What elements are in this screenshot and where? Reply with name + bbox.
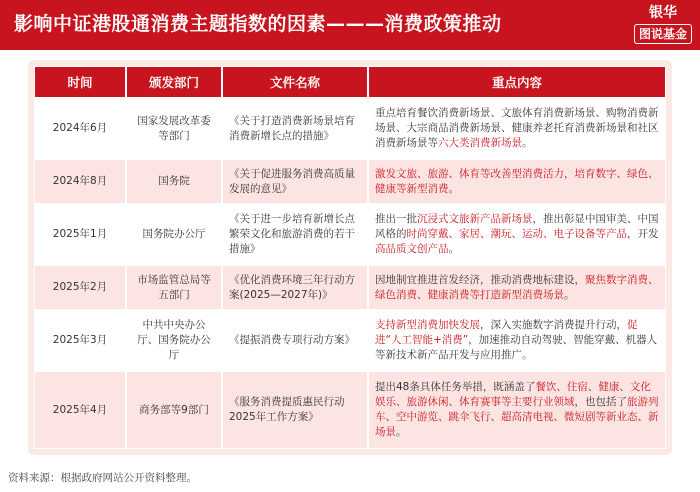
cell-key-content bbox=[368, 371, 666, 449]
cell-date: 2024年8月 bbox=[34, 159, 126, 204]
table-header-row bbox=[34, 66, 666, 98]
cell-date: 2025年1月 bbox=[34, 204, 126, 265]
highlight-text: 时尚穿戴、家居、潮玩、运动、电子设备等产品 bbox=[406, 228, 627, 240]
table-row bbox=[34, 159, 666, 204]
page-title: 影响中证港股通消费主题指数的因素———消费政策推动 bbox=[14, 13, 502, 35]
header-document: 文件名称 bbox=[222, 66, 368, 98]
content-text: ，加速推动自动驾驶、智能穿戴、机器人等新技术新产品开发与应用推广。 bbox=[375, 334, 658, 361]
cell-document: 《关于促进服务消费高质量发展的意见》 bbox=[222, 159, 368, 204]
cell-key-content bbox=[368, 98, 666, 159]
content-text: 提出48条具体任务举措，既涵盖了 bbox=[375, 381, 536, 393]
content-text: 重点培育餐饮消费新场景、文旅体育消费新场景、购物消费新场景、大宗商品消费新场景、健康养老托育消费新场景和社区消费新场景等 bbox=[375, 107, 659, 149]
highlight-text: 旅游列车、空中游览、跳伞飞行、超高清电视、微短剧等新业态、新场景 bbox=[375, 396, 659, 438]
cell-department: 中共中央办公厅、国务院办公厅 bbox=[126, 310, 222, 371]
cell-department: 国务院 bbox=[126, 159, 222, 204]
highlight-text: 餐饮、住宿、健康、文化娱乐、旅游休闲、体育赛事等主要行业领域 bbox=[375, 381, 651, 408]
header-department: 颁发部门 bbox=[126, 66, 222, 98]
cell-date: 2025年4月 bbox=[34, 371, 126, 449]
cell-department: 国家发展改革委等部门 bbox=[126, 98, 222, 159]
highlight-text: 六大类消费新场景 bbox=[438, 137, 522, 149]
content-text: 推出一批 bbox=[375, 213, 417, 225]
highlight-text: 促进“人工智能+消费” bbox=[375, 319, 638, 346]
content-text: ，开发 bbox=[627, 228, 659, 240]
table-row bbox=[34, 98, 666, 159]
source-note: 资料来源：根据政府网站公开资料整理。 bbox=[8, 472, 197, 484]
highlight-text: 高品质文创产品 bbox=[375, 243, 449, 255]
table-row bbox=[34, 371, 666, 449]
cell-date: 2025年2月 bbox=[34, 265, 126, 310]
title-banner bbox=[0, 0, 700, 50]
logo-line2: 图说基金 bbox=[634, 24, 692, 44]
content-text: 。 bbox=[396, 426, 407, 438]
table-row bbox=[34, 310, 666, 371]
table-row bbox=[34, 265, 666, 310]
cell-document: 《服务消费提质惠民行动2025年工作方案》 bbox=[222, 371, 368, 449]
cell-department: 市场监管总局等五部门 bbox=[126, 265, 222, 310]
header-date: 时间 bbox=[34, 66, 126, 98]
header-key-content: 重点内容 bbox=[368, 66, 666, 98]
highlight-text: 支持新型消费加快发展 bbox=[375, 319, 480, 331]
content-text: ，也包括了 bbox=[574, 396, 627, 408]
cell-document: 《提振消费专项行动方案》 bbox=[222, 310, 368, 371]
content-text: ，深入实施数字消费提升行动， bbox=[480, 319, 627, 331]
content-text: 因地制宜推进首发经济，推动消费地标建设， bbox=[375, 273, 585, 286]
cell-document: 《关于打造消费新场景培育消费新增长点的措施》 bbox=[222, 98, 368, 159]
cell-department: 国务院办公厅 bbox=[126, 204, 222, 265]
table-body bbox=[34, 98, 666, 449]
cell-date: 2025年3月 bbox=[34, 310, 126, 371]
cell-date: 2024年6月 bbox=[34, 98, 126, 159]
cell-department: 商务部等9部门 bbox=[126, 371, 222, 449]
brand-logo bbox=[634, 4, 692, 46]
logo-line1: 银华 bbox=[649, 5, 677, 21]
highlight-text: 聚焦数字消费、绿色消费、健康消费等打造新型消费场景 bbox=[375, 273, 659, 301]
content-text: 。 bbox=[564, 288, 575, 301]
policy-table-frame bbox=[28, 60, 672, 455]
cell-key-content bbox=[368, 204, 666, 265]
cell-document: 《优化消费环境三年行动方案(2025—2027年)》 bbox=[222, 265, 368, 310]
cell-key-content bbox=[368, 265, 666, 310]
table-row bbox=[34, 204, 666, 265]
highlight-text: 沉浸式文旅新产品新场景 bbox=[417, 213, 533, 225]
cell-document: 《关于进一步培育新增长点繁荣文化和旅游消费的若干措施》 bbox=[222, 204, 368, 265]
cell-key-content bbox=[368, 310, 666, 371]
cell-key-content bbox=[368, 159, 666, 204]
content-text: ，推出彰显中国审美、中国风格的 bbox=[375, 213, 659, 240]
policy-table bbox=[34, 66, 666, 449]
highlight-text: 激发文旅、旅游、体育等改善型消费活力，培育数字、绿色、健康等新型消费。 bbox=[375, 167, 659, 195]
content-text: 。 bbox=[522, 137, 533, 149]
content-text: 。 bbox=[448, 243, 459, 255]
